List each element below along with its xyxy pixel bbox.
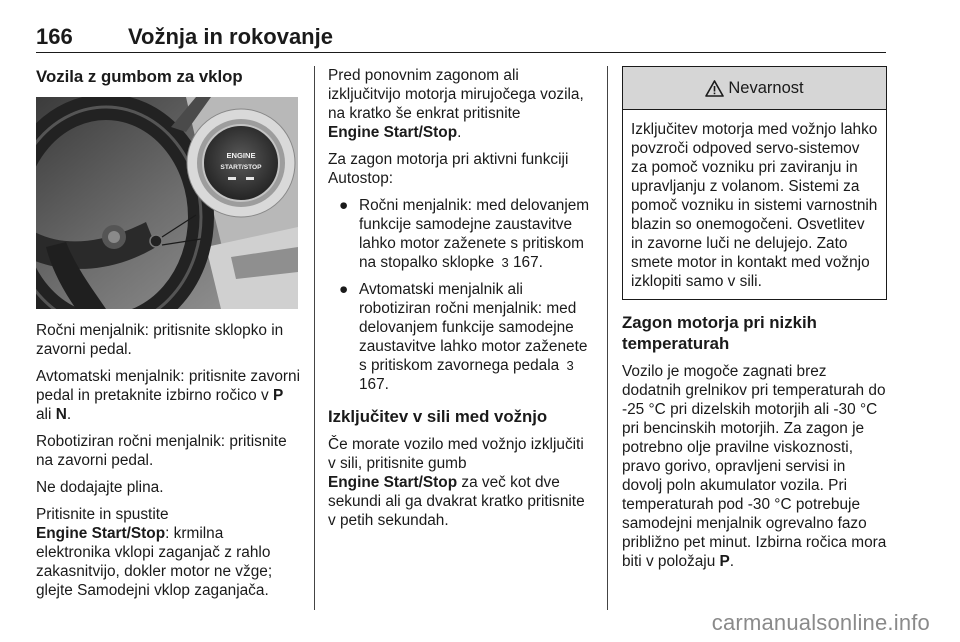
- danger-header: [623, 67, 886, 110]
- paragraph-autostop: Za zagon motorja pri aktivni funkciji Autostop:: [328, 151, 569, 187]
- page-ref-icon: 3: [566, 358, 574, 373]
- danger-text: Izključitev motorja med vožnjo lahko povzroči odpoved servo-sistemov za pomoč vozniku pri zaviranju in upravljanju z volanom. Sistemi za pomoč vozniku in sistemi varnostnih blazin so onemogočeni. Osvetlitev in zavorne luči ne delujejo. Zato smete motor in kontakt med vožnjo izklopiti samo v sili.: [631, 121, 878, 290]
- column-1: [36, 66, 301, 608]
- paragraph-restart: Pred ponovnim zagonom ali izključitvijo motorja mirujočega vozila, na kratko še enkrat pritisnite Engine Start/Stop.: [328, 67, 584, 141]
- paragraph-press-release: Pritisnite in spustite Engine Start/Stop: krmilna elektronika vklopi zaganjač z rahlo zakasnitvijo, dokler motor ne vžge; glejte Samodejni vklop zaganjača.: [36, 506, 273, 599]
- page-number: 166: [36, 24, 73, 49]
- danger-title: Nevarnost: [728, 78, 804, 97]
- list-item: ● Avtomatski menjalnik ali robotiziran ročni menjalnik: med delovanjem funkcije samodejne zaustavitve lahko motor zaženete s pritiskom zavornega pedala 3 167.: [339, 281, 588, 393]
- paragraph-robotized: Robotiziran ročni menjalnik: pritisnite na zavorni pedal.: [36, 433, 287, 469]
- column-divider-2: [607, 66, 608, 610]
- warning-triangle-icon: [705, 80, 724, 97]
- paragraph-emergency: Če morate vozilo med vožnjo izključiti v sili, pritisnite gumb Engine Start/Stop za več kot dve sekundi ali ga dvakrat kratko pritisnite v petih sekundah.: [328, 436, 585, 529]
- engine-button-label: ENGINE: [226, 151, 256, 160]
- section-heading-emergency: Izključitev v sili med vožnjo: [328, 407, 548, 426]
- page-ref-icon: 3: [501, 255, 509, 270]
- paragraph-no-throttle: Ne dodajajte plina.: [36, 479, 164, 496]
- paragraph-low-temp: Vozilo je mogoče zagnati brez dodatnih grelnikov pri temperaturah do -25 °C pri dizelskih motorjih ali -30 °C pri bencinskih motorjih. Za zagon je potrebno olje pravilne viskoznosti, pravo gorivo, opravljeni servisi in dovolj poln akumulator vozila. Pri temperaturah pod -30 °C potrebuje samodejni menjalnik ogrevalno fazo približno pet minut. Izbirna ročica mora biti v položaju P.: [622, 363, 887, 570]
- autostop-list: [328, 196, 593, 394]
- danger-box: [622, 66, 887, 300]
- start-stop-button-label: START/STOP: [220, 164, 262, 171]
- dashboard-photo: [36, 97, 298, 309]
- column-3: [622, 66, 887, 579]
- column-2: [328, 66, 593, 538]
- paragraph-automatic: Avtomatski menjalnik: pritisnite zavorni pedal in pretaknite izbirno ročico v P ali N.: [36, 368, 301, 423]
- list-item: ● Ročni menjalnik: med delovanjem funkcije samodejne zaustavitve lahko motor zaženete s pritiskom na stopalko sklopke 3 167.: [339, 197, 590, 271]
- page-header: [36, 20, 886, 53]
- column-divider-1: [314, 66, 315, 610]
- section-heading-low-temp: Zagon motorja pri nizkih temperaturah: [622, 313, 817, 353]
- watermark: carmanualsonline.info: [711, 610, 930, 635]
- paragraph-manual: Ročni menjalnik: pritisnite sklopko in zavorni pedal.: [36, 322, 284, 358]
- section-heading-push-button: Vozila z gumbom za vklop: [36, 67, 243, 86]
- page-ref[interactable]: 167.: [512, 254, 543, 271]
- page-ref[interactable]: 167.: [359, 376, 389, 393]
- chapter-title: Vožnja in rokovanje: [128, 24, 333, 49]
